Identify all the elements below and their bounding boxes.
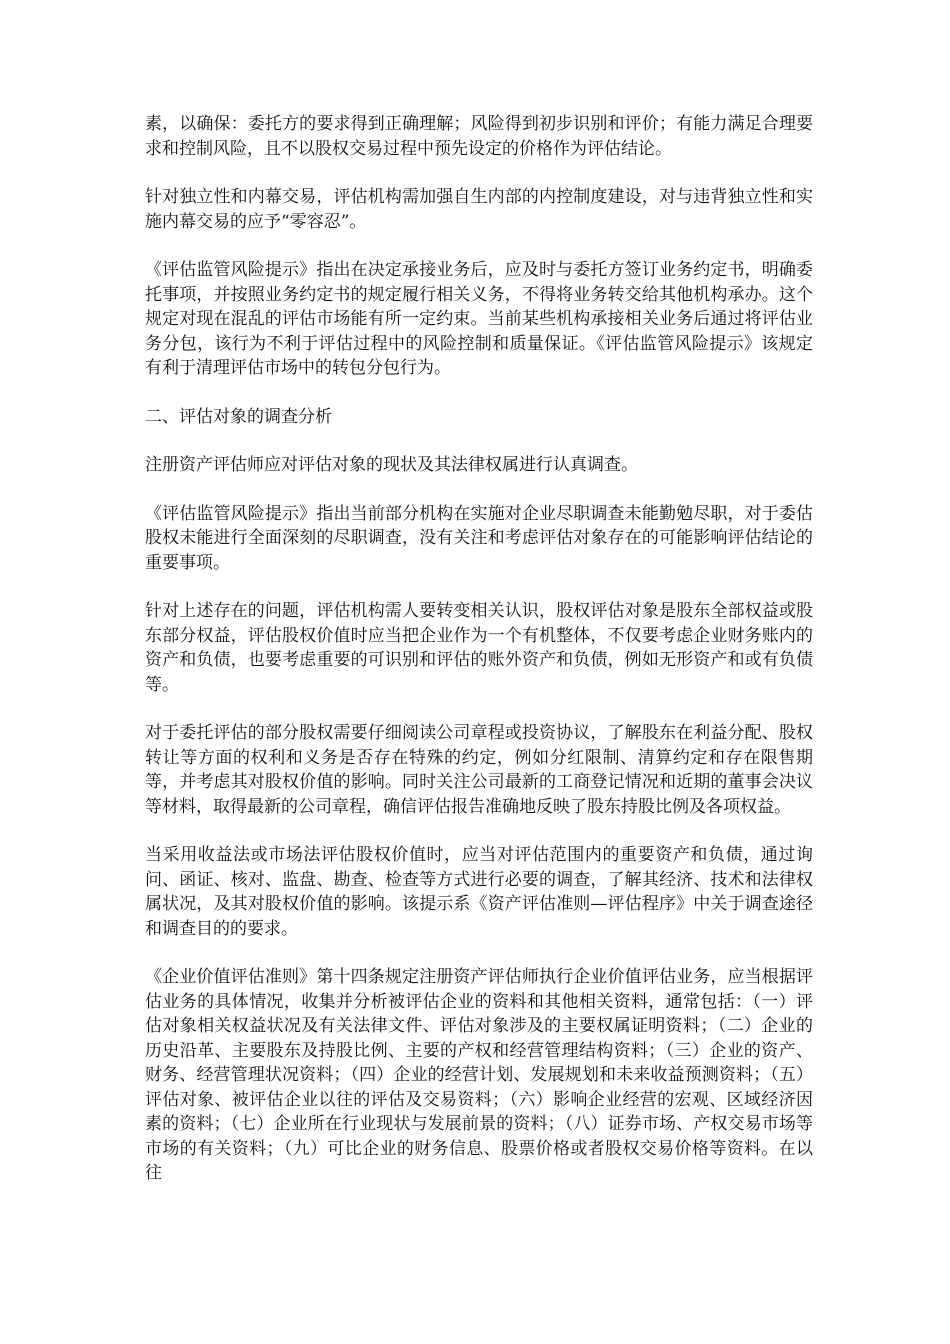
document-body [145,112,813,1210]
paragraph-client-requirements: 素，以确保：委托方的要求得到正确理解；风险得到初步识别和评价；有能力满足合理要求和控制风险，且不以股权交易过程中预先设定的价格作为评估结论。 [145,114,813,159]
paragraph-whole-entity: 针对上述存在的问题，评估机构需人要转变相关认识，股权评估对象是股东全部权益或股东部分权益，评估股权价值时应当把企业作为一个有机整体，不仅要考虑企业财务账内的资产和负债，也要考虑重要的可识别和评估的账外资产和负债，例如无形资产和或有负债等。 [145,601,813,695]
paragraph-income-market-approach: 当采用收益法或市场法评估股权价值时，应当对评估范围内的重要资产和负债，通过询问、函证、核对、监盘、勘查、检查等方式进行必要的调查，了解其经济、技术和法律权属状况，及其对股权价值的影响。该提示系《资产评估准则—评估程序》中关于调查途径和调查目的的要求。 [145,845,813,939]
paragraph-independence: 针对独立性和内幕交易，评估机构需加强自生内部的内控制度建设，对与违背独立性和实施内幕交易的应予“零容忍”。 [145,187,813,232]
paragraph-valuation-standard: 《企业价值评估准则》第十四条规定注册资产评估师执行企业价值评估业务，应当根据评估业务的具体情况，收集并分析被评估企业的资料和其他相关资料，通常包括：（一）评估对象相关权益状况及有关法律文件、评估对象涉及的主要权属证明资料；（二）企业的历史沿革、主要股东及持股比例、主要的产权和经营管理结构资料；（三）企业的资产、财务、经营管理状况资料；（四）企业的经营计划、发展规划和未来收益预测资料；（五）评估对象、被评估企业以往的评估及交易资料；（六）影响企业经营的宏观、区域经济因素的资料；（七）企业所在行业现状与发展前景的资料；（八）证券市场、产权交易市场等市场的有关资料；（九）可比企业的财务信息、股票价格或者股权交易价格等资料。在以往 [145,967,813,1183]
paragraph-engagement-letter: 《评估监管风险提示》指出在决定承接业务后，应及时与委托方签订业务约定书，明确委托事项，并按照业务约定书的规定履行相关义务，不得将业务转交给其他机构承办。这个规定对现在混乱的评估市场能有所一定约束。当前某些机构承接相关业务后通过将评估业务分包，该行为不利于评估过程中的风险控制和质量保证。《评估监管风险提示》该规定有利于清理评估市场中的转包分包行为。 [145,260,813,378]
paragraph-investigation-duty: 注册资产评估师应对评估对象的现状及其法律权属进行认真调查。 [145,455,638,475]
paragraph-due-diligence: 《评估监管风险提示》指出当前部分机构在实施对企业尽职调查未能勤勉尽职，对于委估股权未能进行全面深刻的尽职调查，没有关注和考虑评估对象存在的可能影响评估结论的重要事项。 [145,503,813,573]
section-heading: 二、评估对象的调查分析 [145,406,332,427]
paragraph-partial-equity: 对于委托评估的部分股权需要仔细阅读公司章程或投资协议，了解股东在利益分配、股权转让等方面的权利和义务是否存在特殊的约定，例如分红限制、清算约定和存在限售期等，并考虑其对股权价值的影响。同时关注公司最新的工商登记情况和近期的董事会决议等材料，取得最新的公司章程，确信评估报告准确地反映了股东持股比例及各项权益。 [145,723,813,817]
